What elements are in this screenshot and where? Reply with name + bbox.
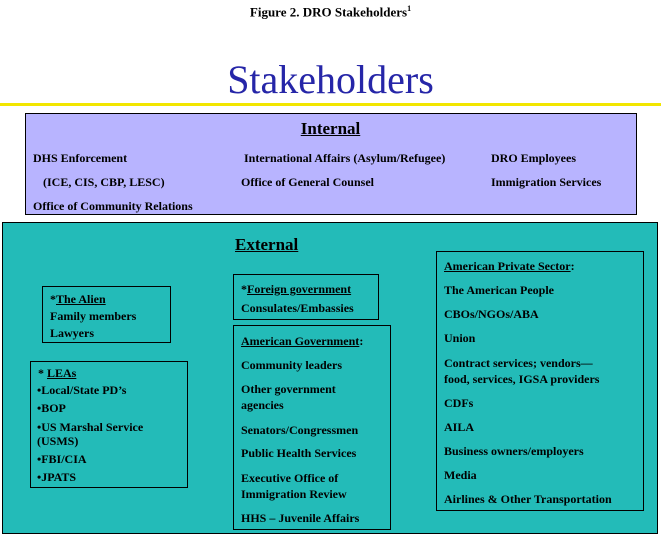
leas-item: •JPATS: [37, 470, 77, 484]
internal-item: Immigration Services: [491, 175, 602, 189]
american-government-item: Community leaders: [241, 358, 342, 372]
private-sector-item: Contract services; vendors—: [444, 356, 593, 370]
leas-item: •BOP: [37, 401, 66, 415]
american-government-item: Other government: [241, 382, 336, 396]
diagram-title: Stakeholders: [227, 57, 434, 102]
foreign-government-heading: *Foreign government: [241, 282, 352, 296]
internal-item: International Affairs (Asylum/Refugee): [244, 151, 446, 165]
leas-item: •Local/State PD’s: [37, 383, 127, 397]
private-sector-item: The American People: [444, 283, 554, 297]
american-government-item: Senators/Congressmen: [241, 423, 359, 437]
american-government-item: Executive Office of: [241, 471, 339, 485]
private-sector-item: AILA: [444, 420, 475, 434]
private-sector-item: Media: [444, 468, 477, 482]
private-sector-item: CDFs: [444, 396, 474, 410]
external-heading: External: [235, 235, 299, 254]
footnote-marker: 1: [407, 4, 412, 13]
private-sector-item: food, services, IGSA providers: [444, 372, 600, 386]
american-government-item: HHS – Juvenile Affairs: [241, 511, 360, 525]
foreign-government-item: Consulates/Embassies: [241, 301, 354, 315]
private-sector-item: CBOs/NGOs/ABA: [444, 307, 539, 321]
american-government-item: agencies: [241, 398, 284, 412]
alien-item: Family members: [50, 309, 137, 323]
internal-heading: Internal: [300, 119, 361, 138]
leas-item: •US Marshal Service: [37, 420, 144, 434]
internal-item: DHS Enforcement: [33, 151, 128, 165]
american-government-heading: American Government:: [241, 334, 364, 348]
american-government-item: Public Health Services: [241, 446, 357, 460]
leas-heading: * LEAs: [38, 366, 77, 380]
alien-heading: *The Alien: [50, 292, 106, 306]
private-sector-item: Business owners/employers: [444, 444, 584, 458]
american-private-sector-heading: American Private Sector:: [444, 259, 575, 273]
internal-item: (ICE, CIS, CBP, LESC): [43, 175, 165, 189]
leas-item: (USMS): [37, 434, 79, 448]
internal-item: Office of Community Relations: [33, 199, 193, 213]
private-sector-item: Airlines & Other Transportation: [444, 492, 612, 506]
figure-caption: Figure 2. DRO Stakeholders$^1$: [249, 4, 412, 20]
alien-item: Lawyers: [50, 326, 94, 340]
private-sector-item: Union: [444, 331, 476, 345]
internal-item: DRO Employees: [491, 151, 576, 165]
internal-item: Office of General Counsel: [241, 175, 374, 189]
title-divider: [0, 103, 661, 106]
leas-item: •FBI/CIA: [37, 452, 87, 466]
american-government-item: Immigration Review: [241, 487, 347, 501]
